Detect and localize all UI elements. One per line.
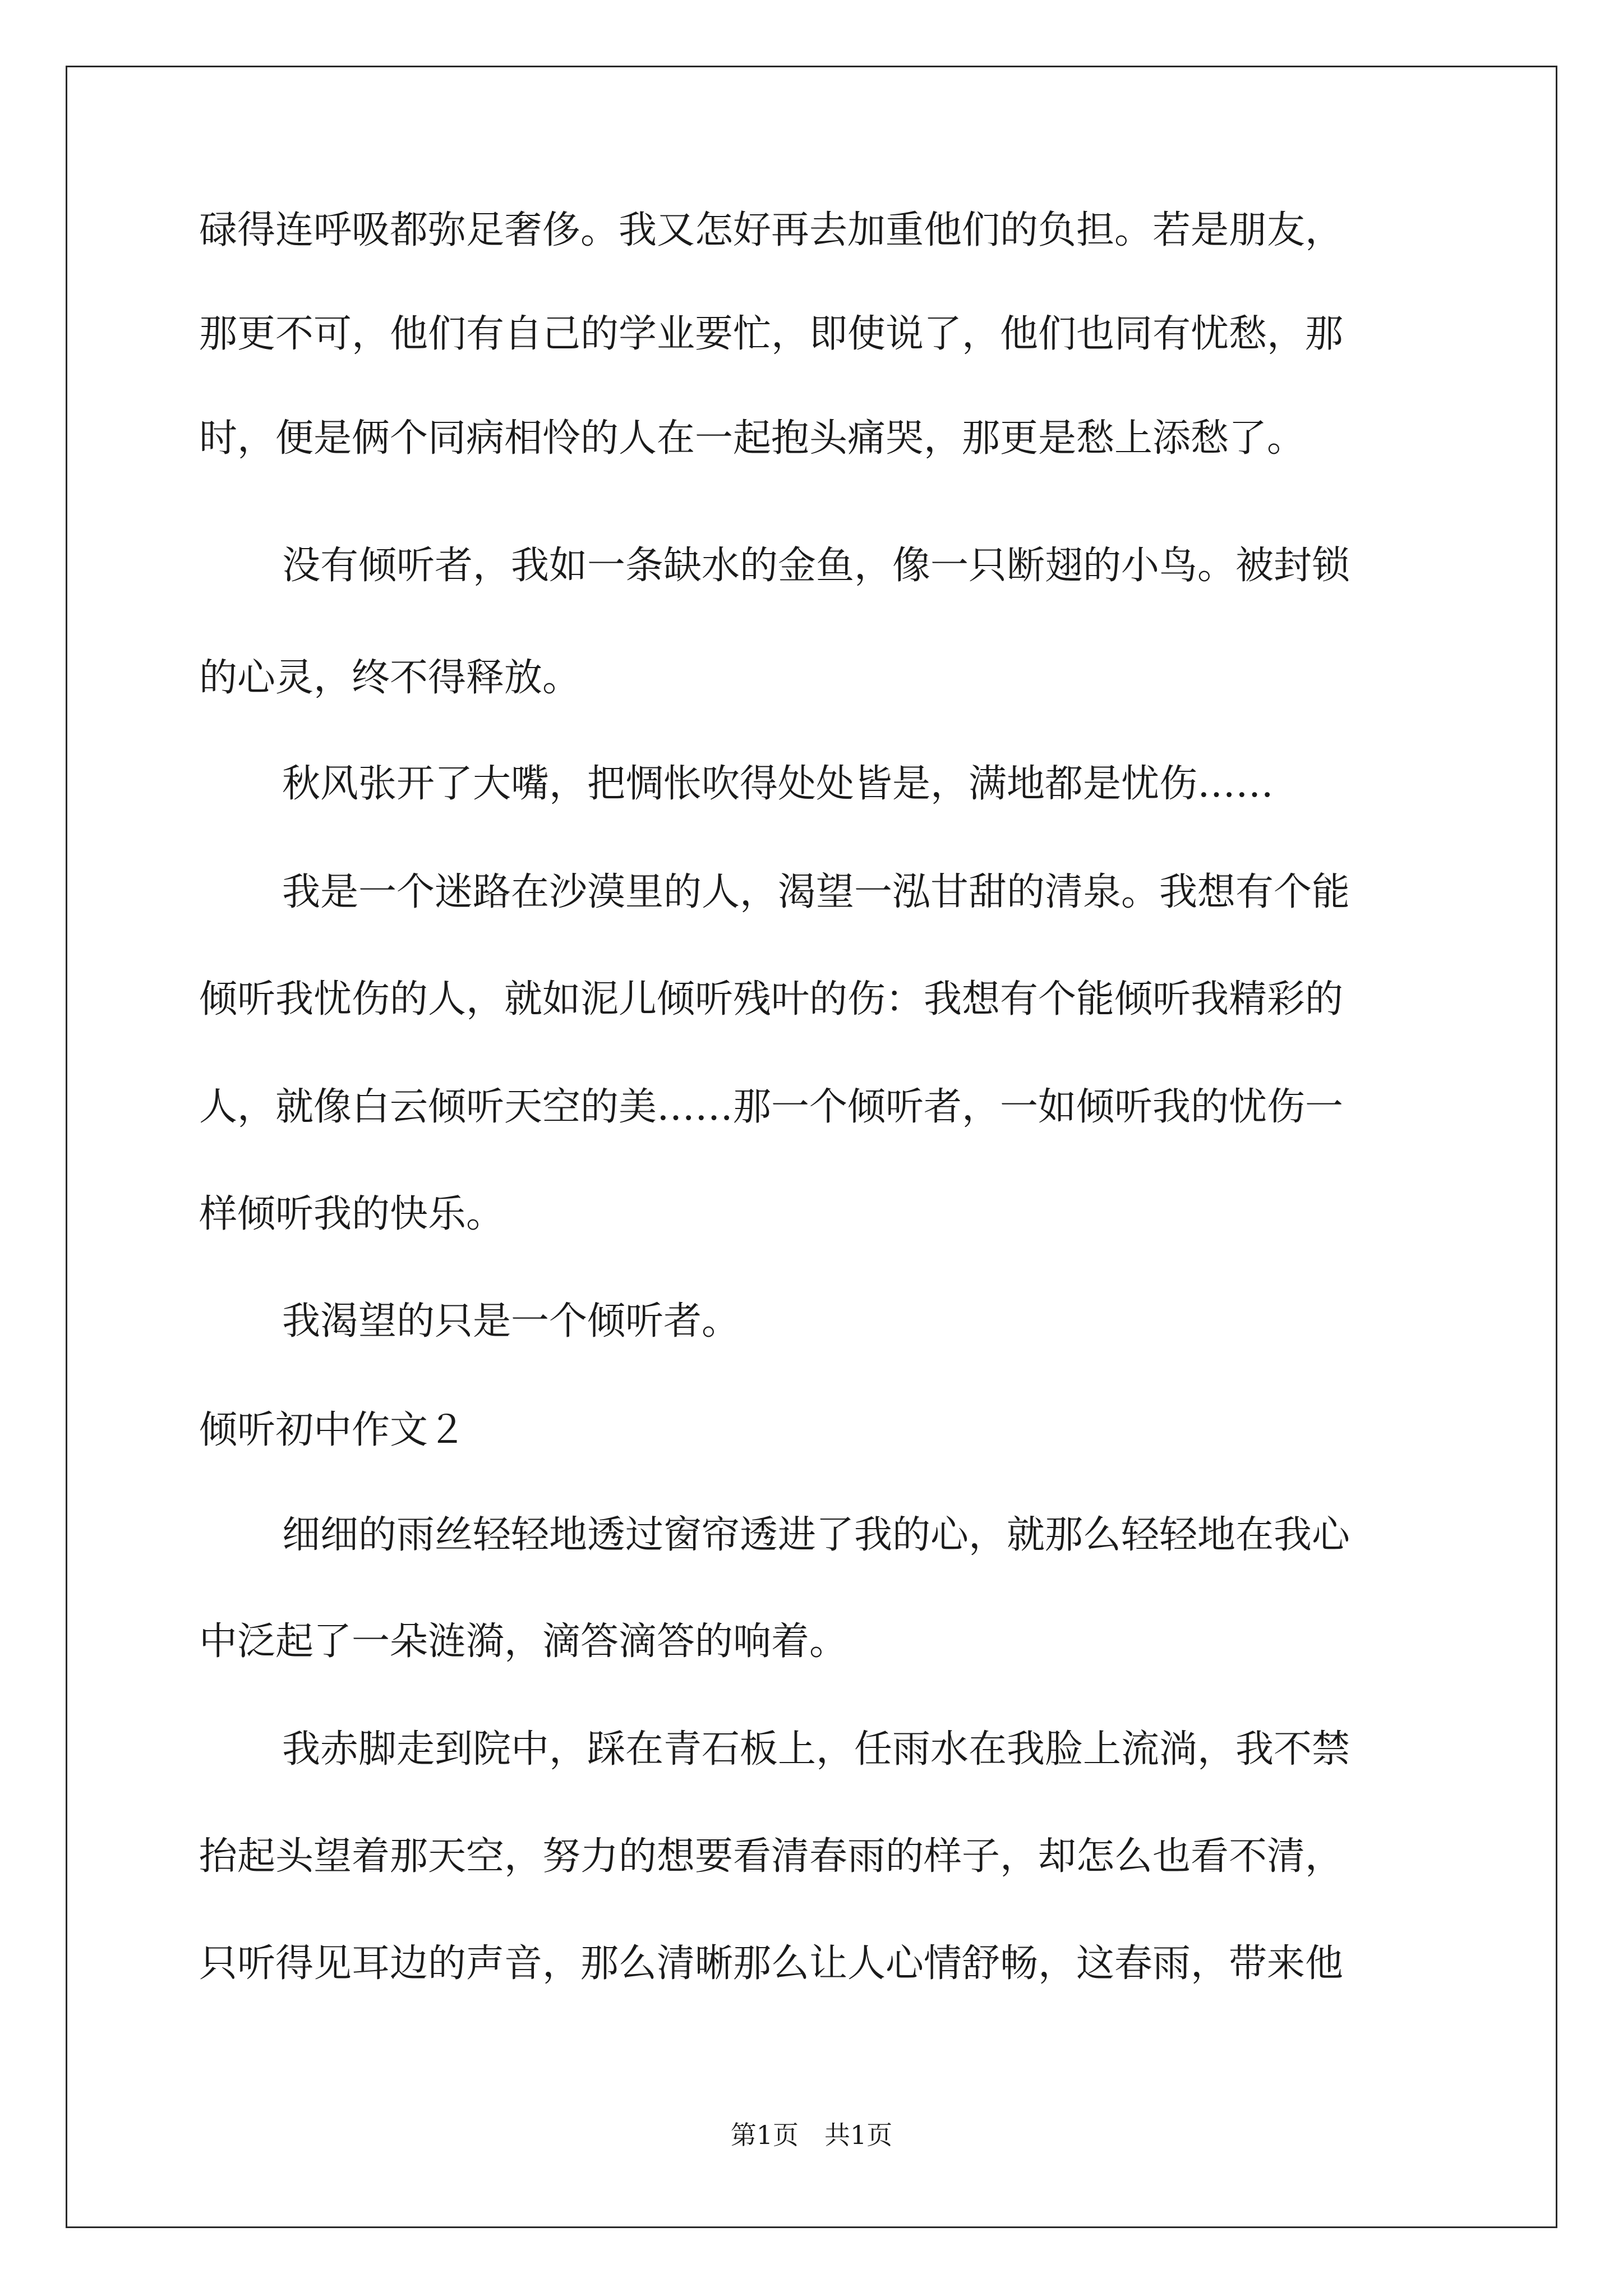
page-footer: 第1页 共1页 (730, 2120, 893, 2150)
text-line-9: 人，就像白云倾听天空的美……那一个倾听者，一如倾听我的忧伤一 (199, 1085, 1344, 1129)
text-line-3: 时，便是俩个同病相怜的人在一起抱头痛哭，那更是愁上添愁了。 (199, 416, 1306, 461)
text-line-5: 的心灵，终不得释放。 (199, 656, 581, 700)
text-line-11: 我渴望的只是一个倾听者。 (282, 1299, 740, 1343)
text-line-14: 中泛起了一朵涟漪，滴答滴答的响着。 (199, 1619, 848, 1664)
text-line-6: 秋风张开了大嘴，把惆怅吹得处处皆是，满地都是忧伤…… (282, 762, 1274, 806)
text-line-8: 倾听我忧伤的人，就如泥儿倾听残叶的伤：我想有个能倾听我精彩的 (199, 977, 1344, 1022)
text-line-4: 没有倾听者，我如一条缺水的金鱼，像一只断翅的小鸟。被封锁 (282, 544, 1350, 588)
page-frame (66, 66, 1557, 2228)
text-line-15: 我赤脚走到院中，踩在青石板上，任雨水在我脸上流淌，我不禁 (282, 1727, 1350, 1772)
text-line-1: 碌得连呼吸都弥足奢侈。我又怎好再去加重他们的负担。若是朋友， (199, 208, 1344, 252)
text-line-2: 那更不可，他们有自己的学业要忙，即使说了，他们也同有忧愁，那 (199, 312, 1344, 356)
text-line-10: 样倾听我的快乐。 (199, 1192, 505, 1236)
text-line-16: 抬起头望着那天空，努力的想要看清春雨的样子，却怎么也看不清， (199, 1834, 1344, 1879)
text-line-7: 我是一个迷路在沙漠里的人，渴望一泓甘甜的清泉。我想有个能 (282, 870, 1350, 914)
section-heading: 倾听初中作文２ (199, 1408, 467, 1452)
text-line-13: 细细的雨丝轻轻地透过窗帘透进了我的心，就那么轻轻地在我心 (282, 1513, 1350, 1557)
text-line-17: 只听得见耳边的声音，那么清晰那么让人心情舒畅，这春雨，带来他 (199, 1941, 1344, 1986)
